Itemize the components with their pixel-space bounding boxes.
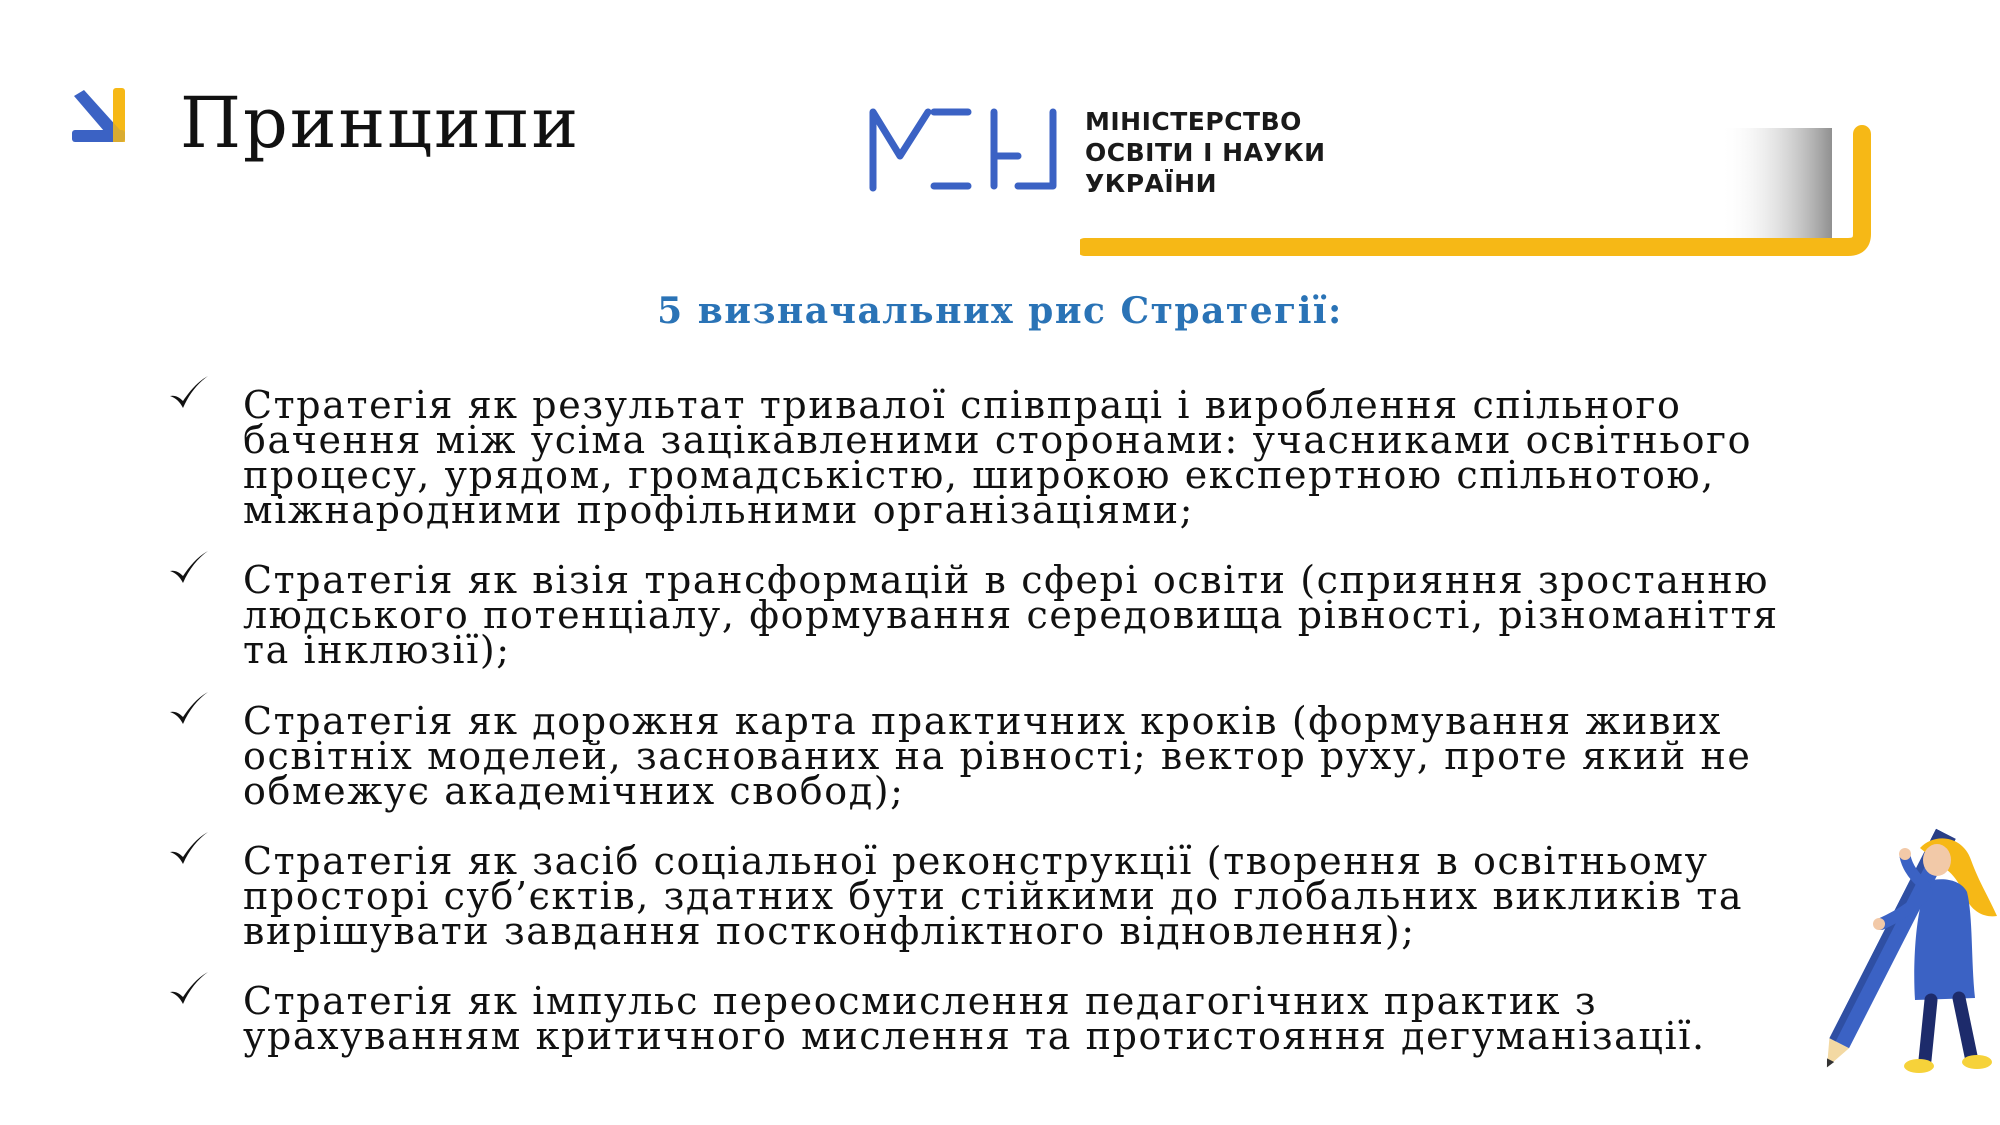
check-icon xyxy=(168,690,210,730)
page-title: Принципи xyxy=(180,82,581,164)
decorative-frame xyxy=(1080,124,1875,262)
check-icon xyxy=(168,549,210,589)
woman-with-pencil-illustration xyxy=(1775,820,2000,1090)
check-icon xyxy=(168,374,210,414)
ministry-line-3: УКРАЇНИ xyxy=(1085,169,1218,198)
list-item-text: Стратегія як візія трансформацій в сфері освіти (сприяння зростанню людського потенціалу, формування середовища рівності, різноманіття та інклюзії); xyxy=(243,558,1779,672)
list-item-text: Стратегія як дорожня карта практичних кроків (формування живих освітніх моделей, заснованих на рівності; вектор руху, проте який не обмежує академічних свобод); xyxy=(243,699,1752,813)
ministry-line-1: МІНІСТЕРСТВО xyxy=(1085,107,1302,136)
mon-logo-icon xyxy=(868,106,1058,192)
check-icon xyxy=(168,970,210,1010)
arrow-logo-icon xyxy=(68,86,130,148)
ministry-line-2: ОСВІТИ І НАУКИ xyxy=(1085,138,1326,167)
list-item-text: Стратегія як імпульс переосмислення педагогічних практик з урахуванням критичного мислення та протистояння дегуманізації. xyxy=(243,979,1706,1058)
check-icon xyxy=(168,830,210,870)
list-item-text: Стратегія як результат тривалої співпраці і вироблення спільного бачення між усіма зацікавленими сторонами: учасниками освітнього процесу, урядом, громадськістю, широкою експертною спільнотою, міжнародними профільними організаціями; xyxy=(243,383,1753,532)
subtitle: 5 визначальних рис Стратегії: xyxy=(657,290,1343,332)
list-item-text: Стратегія як засіб соціальної реконструкції (творення в освітньому просторі суб’єктів, здатних бути стійкими до глобальних викликів та вирішувати завдання постконфліктного відновлення); xyxy=(243,839,1744,953)
